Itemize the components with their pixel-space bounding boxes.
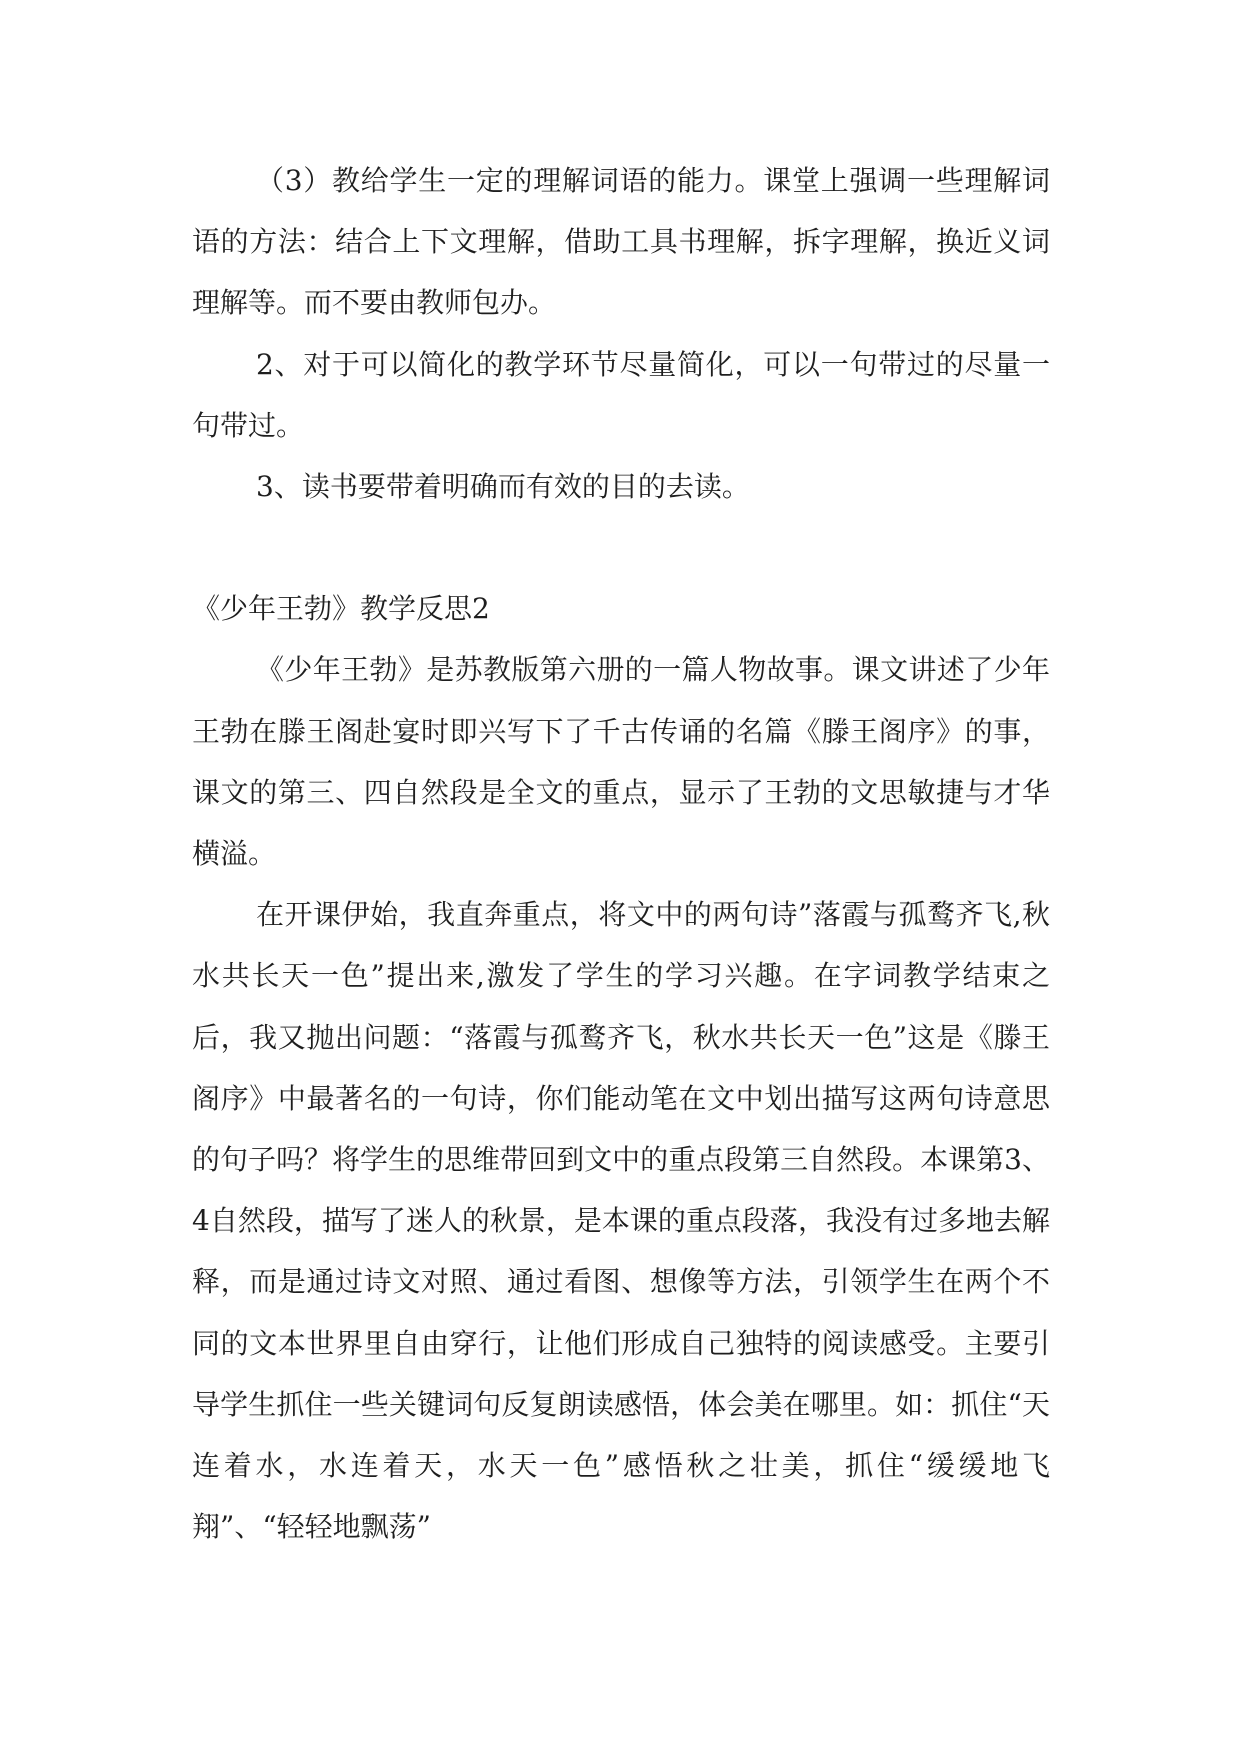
paragraph-method-3: （3）教给学生一定的理解词语的能力。课堂上强调一些理解词语的方法：结合上下文理解，借助工具书理解，拆字理解，换近义词理解等。而不要由教师包办。	[192, 164, 1050, 320]
paragraph-intro: 《少年王勃》是苏教版第六册的一篇人物故事。课文讲述了少年王勃在滕王阁赴宴时即兴写下了千古传诵的名篇《滕王阁序》的事，课文的第三、四自然段是全文的重点，显示了王勃的文思敏捷与才华横溢。	[192, 653, 1050, 871]
document-body	[192, 150, 1050, 1557]
paragraph-reflection: 在开课伊始，我直奔重点，将文中的两句诗”落霞与孤鹜齐飞,秋水共长天一色”提出来,激发了学生的学习兴趣。在字词教学结束之后，我又抛出问题：“落霞与孤鹜齐飞，秋水共长天一色”这是《滕王阁序》中最著名的一句诗，你们能动笔在文中划出描写这两句诗意思的句子吗？将学生的思维带回到文中的重点段第三自然段。本课第3、4自然段，描写了迷人的秋景，是本课的重点段落，我没有过多地去解释，而是通过诗文对照、通过看图、想像等方法，引领学生在两个不同的文本世界里自由穿行，让他们形成自己独特的阅读感受。主要引导学生抓住一些关键词句反复朗读感悟，体会美在哪里。如：抓住“天连着水，水连着天，水天一色”感悟秋之壮美，抓住“缓缓地飞翔”、“轻轻地飘荡”	[192, 898, 1050, 1544]
paragraph-point-3: 3、读书要带着明确而有效的目的去读。	[256, 470, 750, 504]
section-heading: 《少年王勃》教学反思2	[192, 592, 490, 626]
paragraph-point-2: 2、对于可以简化的教学环节尽量简化，可以一句带过的尽量一句带过。	[192, 347, 1050, 442]
